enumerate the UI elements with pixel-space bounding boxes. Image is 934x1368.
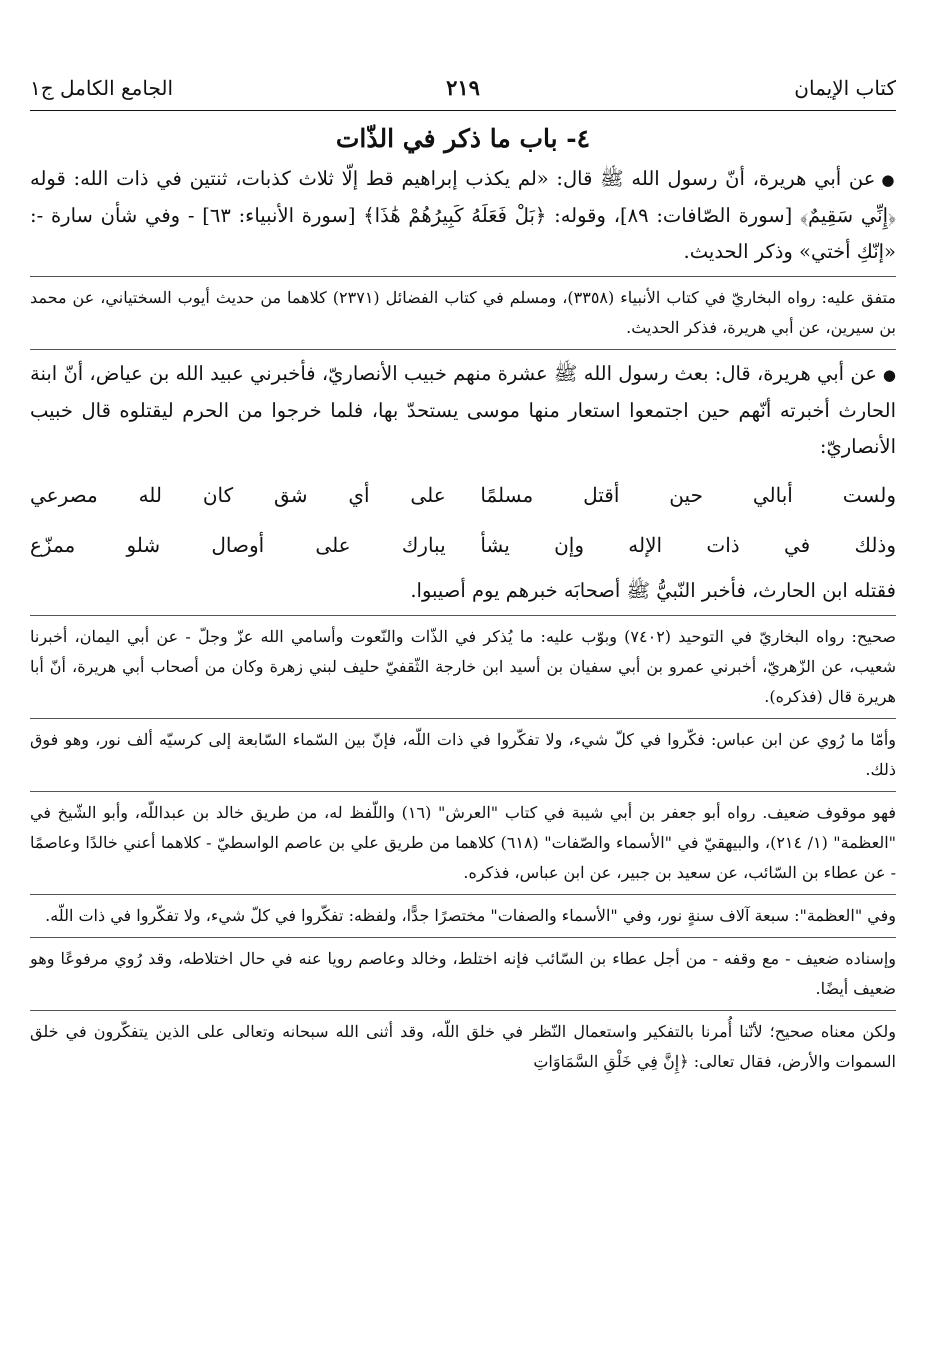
page xyxy=(30,0,896,1368)
header-rule xyxy=(30,110,896,111)
note-paragraph: ولكن معناه صحيح؛ لأنّنا أُمرنا بالتفكير واستعمال النّظر في خلق اللّه، وقد أثنى الله سبحانه وتعالى على الذين يتفكّرون في خلق السموات والأرض، فقال تعالى: ﴿إِنَّ فِي خَلْقِ السَّمَاوَاتِ xyxy=(30,1022,896,1071)
divider xyxy=(30,276,896,277)
running-header xyxy=(30,60,896,108)
chapter-title: ٤- باب ما ذكر في الذّات xyxy=(335,124,591,153)
poem-verse-first-half: وذلك في ذات الإله وإن يشأ xyxy=(480,533,896,557)
divider xyxy=(30,349,896,350)
divider xyxy=(30,1010,896,1011)
hadith-2-ending: فقتله ابن الحارث، فأخبر النّبيُّ ﷺ أصحابَه خبرهم يوم أصيبوا. xyxy=(410,579,896,602)
hadith-1-text: عن أبي هريرة، أنّ رسول الله ﷺ قال: «لم يكذب إبراهيم قط إلّا ثلاث كذبات، ثنتين في ذات الله: قوله ﴿إِنِّي سَقِيمٌ﴾ [سورة الصّافات: ٨٩]، وقوله: ﴿بَلْ فَعَلَهُ كَبِيرُهُمْ هَٰذَا﴾ [سورة الأنبياء: ٦٣] - وفي شأن سارة -: «إنّكِ أختي» وذكر الحديث. xyxy=(30,167,896,263)
divider xyxy=(30,791,896,792)
divider xyxy=(30,894,896,895)
divider xyxy=(30,718,896,719)
poem-verse-first-half: ولست أبالي حين أقتل مسلمًا xyxy=(480,483,896,507)
hadith-2-text: عن أبي هريرة، قال: بعث رسول الله ﷺ عشرة منهم خبيب الأنصاريّ، فأخبرني عبيد الله بن عياض، أنّ ابنة الحارث أخبرته أنّهم حين اجتمعوا استعار منها موسى يستحدّ بها، فلما خرجوا من الحرم ليقتلوه قال خبيب الأنصاريّ: xyxy=(30,362,896,458)
note-paragraph: فهو موقوف ضعيف. رواه أبو جعفر بن أبي شيبة في كتاب "العرش" (١٦) واللّفظ له، من طريق خالد بن عبداللّه، وأبو الشّيخ في "العظمة" (١/ ٢١٤)، والبيهقيّ في "الأسماء والصّفات" (٦١٨) كلاهما من طريق علي بن عاصم الواسطيّ - كلاهما أعني خالدًا وعاصمًا - عن عطاء بن السّائب، عن سعيد بن جبير، عن ابن عباس، فذكره. xyxy=(30,803,897,882)
bullet-icon: ● xyxy=(881,171,897,189)
hadith-2 xyxy=(30,356,896,465)
poem-verse xyxy=(30,525,896,565)
poem-verse-second-half: على أي شق كان لله مصرعي xyxy=(30,483,446,507)
page-number: ٢١٩ xyxy=(446,75,480,100)
note-1: متفق عليه: رواه البخاريّ في كتاب الأنبياء (٣٣٥٨)، ومسلم في كتاب الفضائل (٢٣٧١) كلاهما من حديث أيوب السختياني، عن محمد بن سيرين، عن أبي هريرة، فذكر الحديث. xyxy=(30,288,897,337)
note-paragraph: وأمّا ما رُوي عن ابن عباس: فكّروا في كلّ شيء، ولا تفكّروا في ذات اللّه، فإنّ بين السّماء السّابعة إلى كرسيّه ألف نور، وهو فوق ذلك. xyxy=(30,730,896,779)
divider xyxy=(30,937,896,938)
note-paragraph: وإسناده ضعيف - مع وقفه - من أجل عطاء بن السّائب فإنه اختلط، وخالد وعاصم رويا عنه في حال اختلاطه، وقد رُوي مرفوعًا وهو ضعيف أيضًا. xyxy=(30,949,896,998)
header-volume-title: الجامع الكامل ج١ xyxy=(30,76,174,100)
bullet-icon: ● xyxy=(882,366,896,384)
divider xyxy=(30,615,896,616)
note-paragraph: صحيح: رواه البخاريّ في التوحيد (٧٤٠٢) وبوّب عليه: ما يُذكر في الذّات والنّعوت وأسامي الله عزّ وجلّ - عن أبي اليمان، أخبرنا شعيب، عن الزّهريّ، أخبرني عمرو بن أبي سفيان بن أسيد ابن خارجة الثّقفيّ حليف لبني زهرة وكان من أصحاب أبي هريرة، أنّ أبا هريرة قال (فذكره). xyxy=(30,627,897,706)
poem-verse-second-half: يبارك على أوصال شلو ممزّع xyxy=(30,533,446,557)
hadith-1 xyxy=(30,161,896,270)
header-book-title: كتاب الإيمان xyxy=(794,76,896,100)
page-content xyxy=(30,124,896,1079)
poem-verse xyxy=(30,475,896,515)
note-paragraph: وفي "العظمة": سبعة آلاف سنةٍ نور، وفي "الأسماء والصفات" مختصرًا جدًّا، ولفظه: تفكّروا في كلّ شيء، ولا تفكّروا في ذات اللّه. xyxy=(45,906,896,925)
